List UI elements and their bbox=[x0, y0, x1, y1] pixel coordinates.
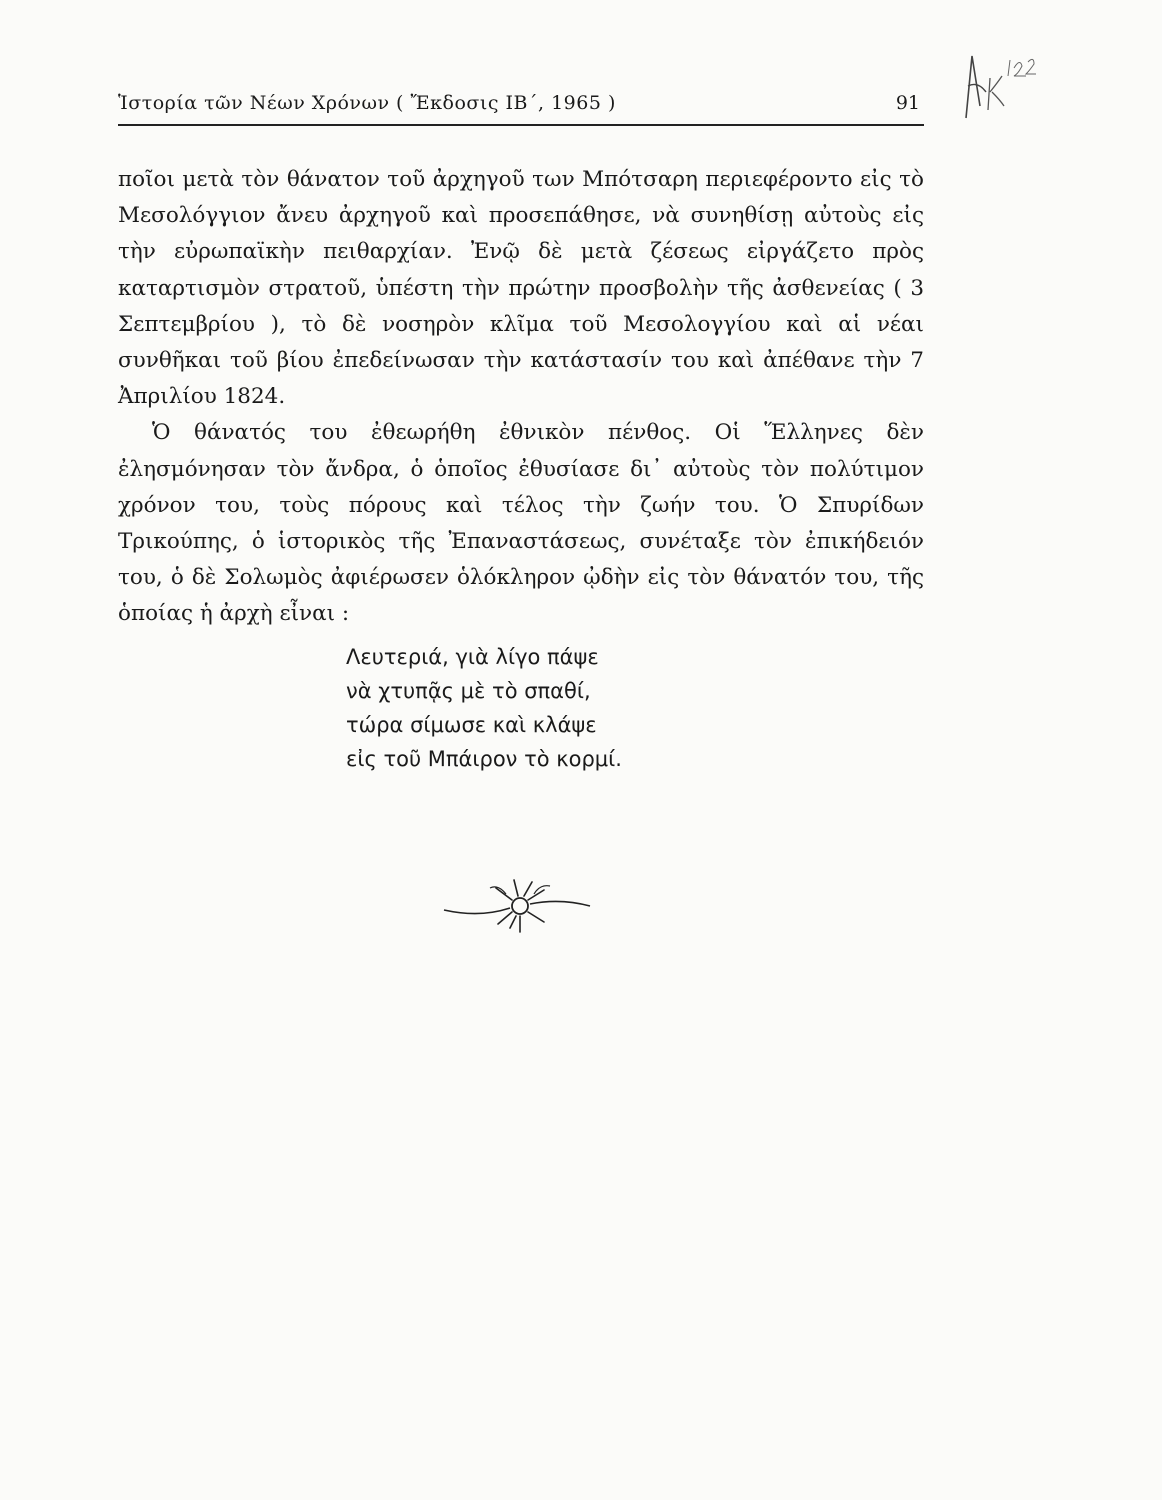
poem-line: εἰς τοῦ Μπάιρον τὸ κορμί. bbox=[346, 747, 622, 771]
archive-mark-handwritten bbox=[958, 46, 1038, 126]
header-rule bbox=[118, 124, 924, 126]
poem-line: νὰ χτυπᾷς μὲ τὸ σπαθί, bbox=[346, 679, 591, 703]
sun-ornament-icon bbox=[440, 876, 600, 936]
page-number: 91 bbox=[895, 92, 920, 114]
poem-quote bbox=[346, 640, 766, 776]
paragraph: Ὁ θάνατός του ἐθεωρήθη ἐθνικὸν πένθος. Οἱ Ἕλληνες δὲν ἐλησμόνησαν τὸν ἄνδρα, ὁ ὁποῖος ἐθυσίασε δι᾽ αὐτοὺς τὸν πολύτιμον χρόνον του, τοὺς πόρους καὶ τέλος τὴν ζωήν του. Ὁ Σπυρίδων Τρικούπης, ὁ ἱστορικὸς τῆς Ἐπαναστάσεως, συνέταξε τὸν ἐπικήδειόν του, ὁ δὲ Σολωμὸς ἀφιέρωσεν ὁλόκληρον ᾠδὴν εἰς τὸν θάνατόν του, τῆς ὁποίας ἡ ἀρχὴ εἶναι : bbox=[118, 420, 924, 627]
paragraph: ποῖοι μετὰ τὸν θάνατον τοῦ ἀρχηγοῦ των Μπότσαρη περιεφέροντο εἰς τὸ Μεσολόγγιον ἄνευ ἀρχηγοῦ καὶ προσεπάθησε, νὰ συνηθίσῃ αὐτοὺς εἰς τὴν εὐρωπαϊκὴν πειθαρχίαν. Ἐνῷ δὲ μετὰ ζέσεως εἰργάζετο πρὸς καταρτισμὸν στρατοῦ, ὑπέστη τὴν πρώτην προσβολὴν τῆς ἀσθενείας ( 3 Σεπτεμβρίου ), τὸ δὲ νοσηρὸν κλῖμα τοῦ Μεσολογγίου καὶ αἱ νέαι συνθῆκαι τοῦ βίου ἐπεδείνωσαν τὴν κατάστασίν του καὶ ἀπέθανε τὴν 7 Ἀπριλίου 1824. bbox=[118, 167, 924, 410]
running-title: Ἱστορία τῶν Νέων Χρόνων ( Ἔκδοσις ΙΒ΄, 1965 ) bbox=[118, 92, 616, 114]
page-header bbox=[118, 92, 924, 128]
poem-line: Λευτεριά, γιὰ λίγο πάψε bbox=[346, 645, 599, 669]
body-text bbox=[118, 162, 924, 633]
poem-line: τώρα σίμωσε καὶ κλάψε bbox=[346, 713, 597, 737]
